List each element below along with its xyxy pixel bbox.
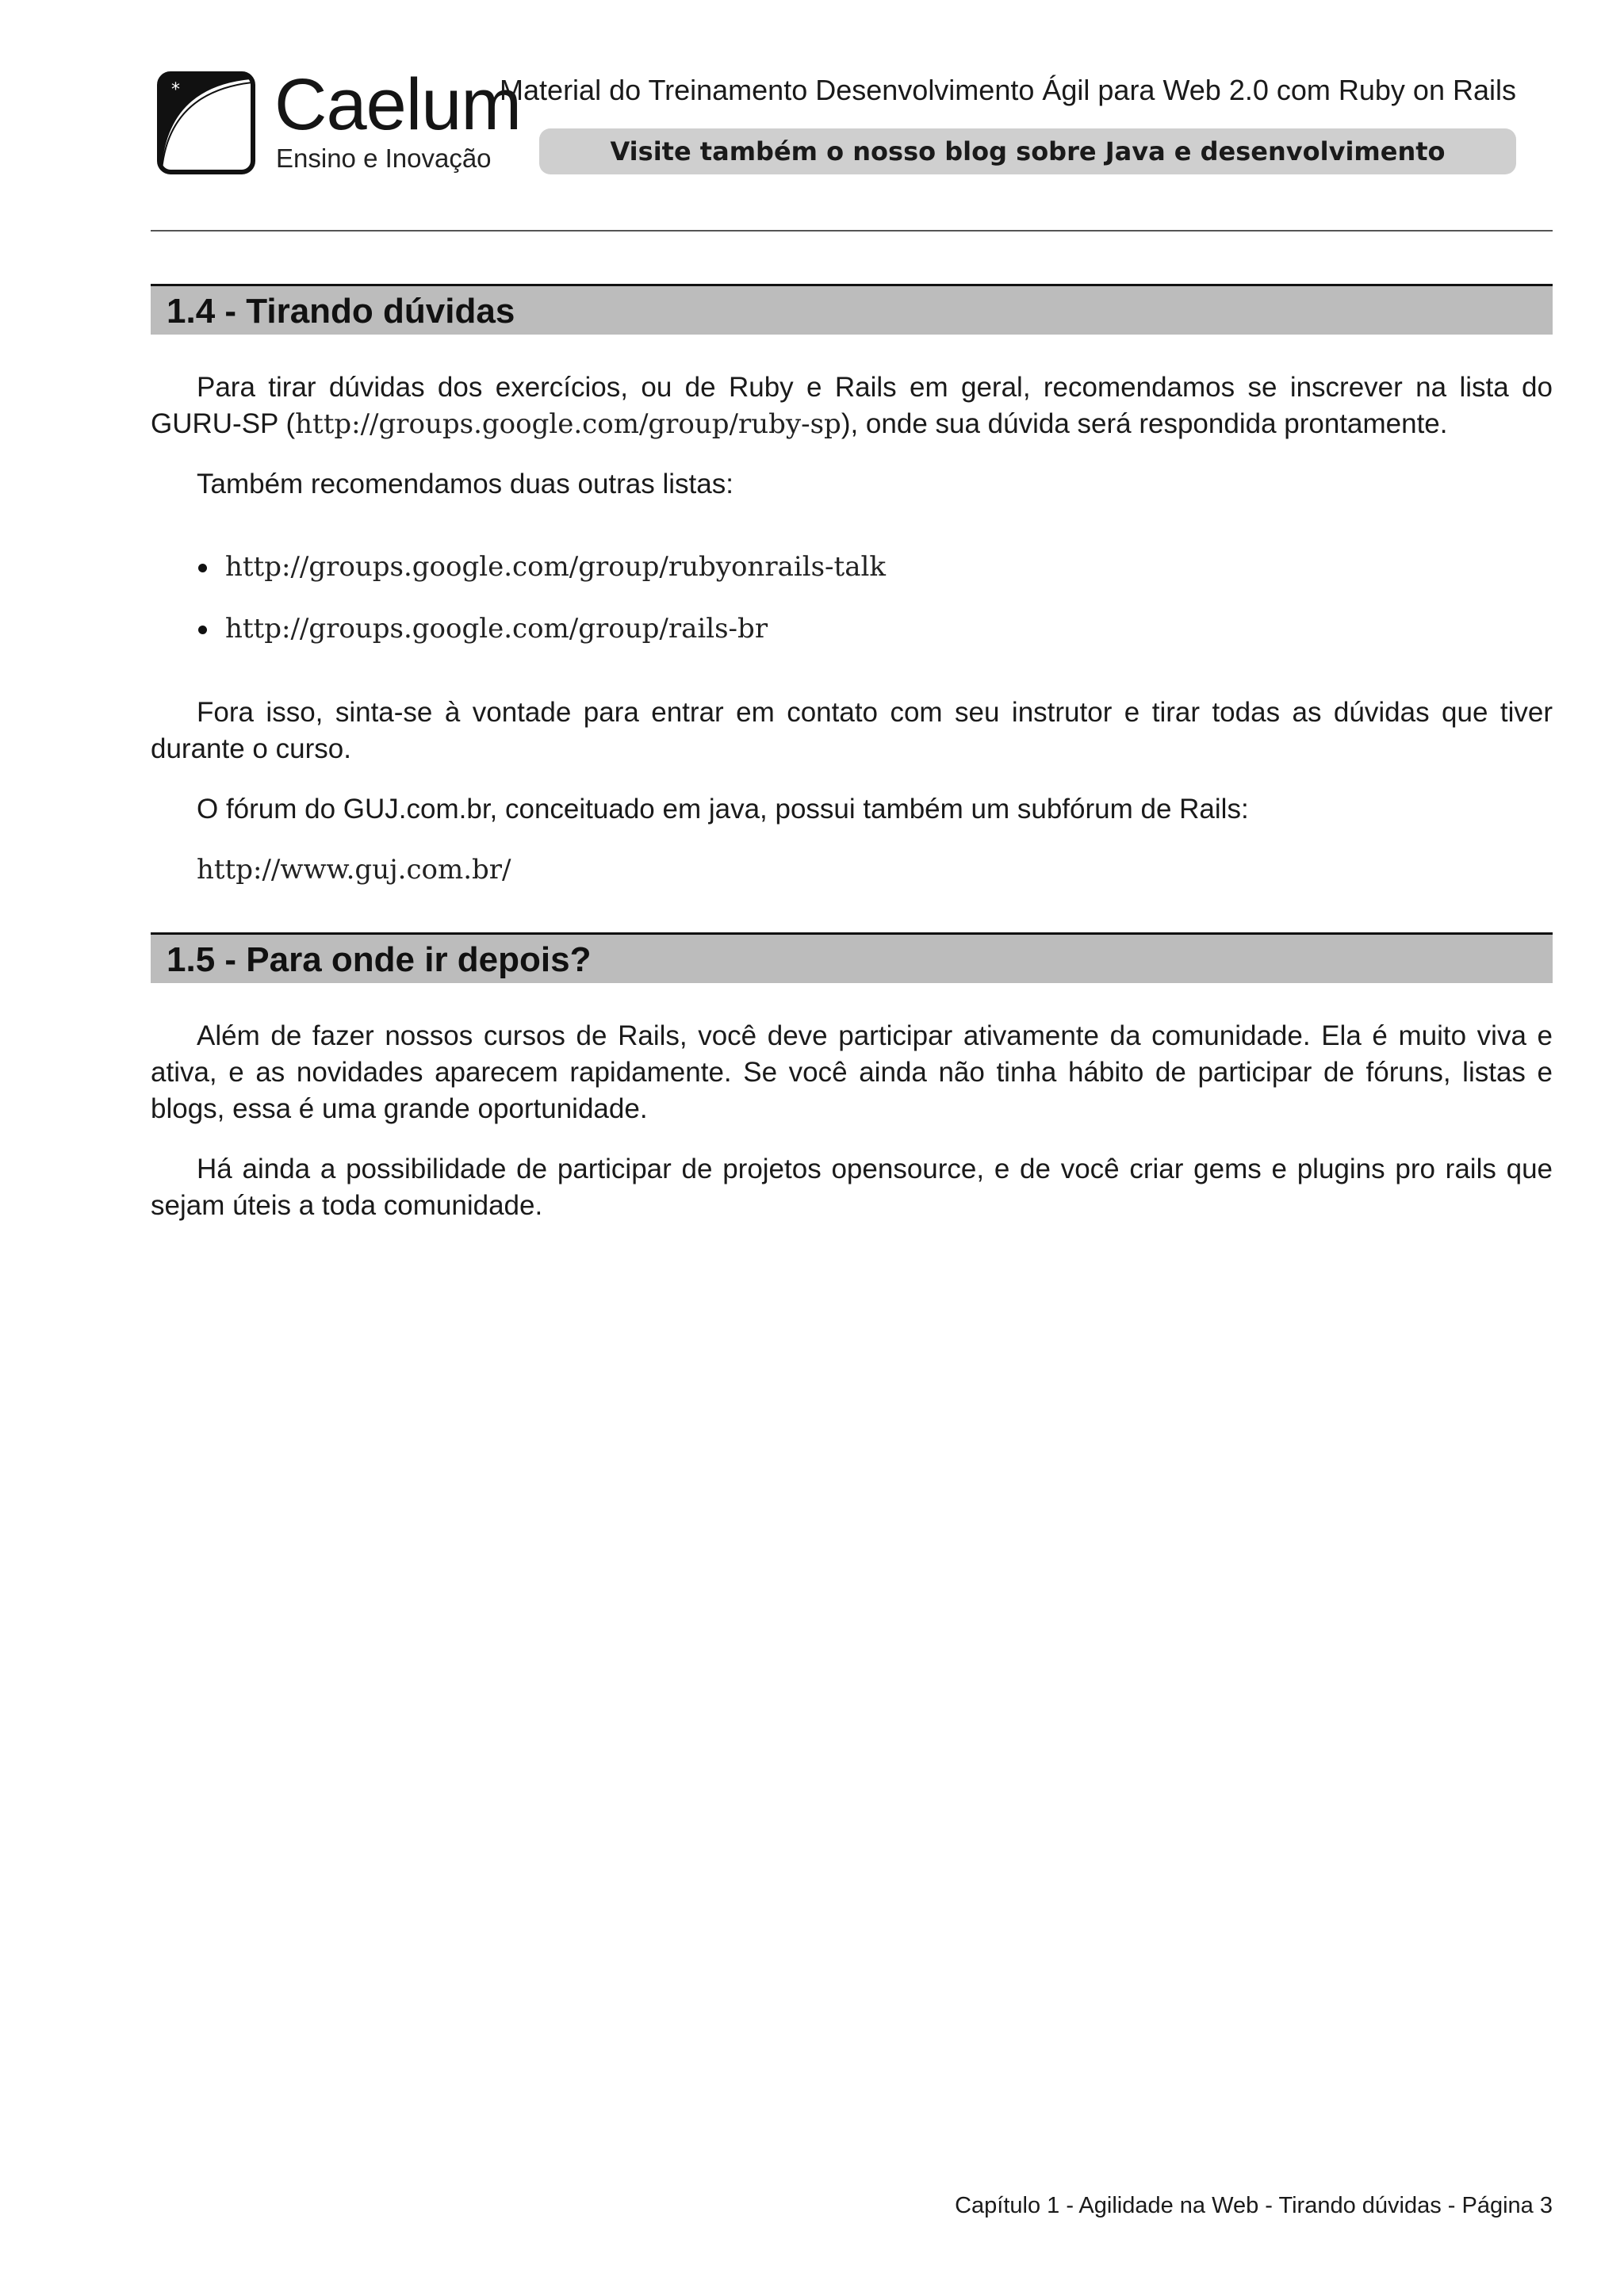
guru-sp-link[interactable]: http://groups.google.com/group/ruby-sp — [295, 408, 841, 440]
bullet-icon — [198, 626, 207, 634]
paragraph-guj-forum: O fórum do GUJ.com.br, conceituado em java, possui também um subfórum de Rails: — [197, 794, 1249, 825]
bullet-icon — [198, 564, 207, 572]
blog-banner[interactable]: Visite também o nosso blog sobre Java e desenvolvimento — [539, 128, 1516, 174]
paragraph-other-lists: Também recomendamos duas outras listas: — [197, 469, 733, 499]
header-divider — [151, 230, 1553, 232]
section-heading-1-4 — [151, 284, 1553, 335]
page-footer: Capítulo 1 - Agilidade na Web - Tirando dúvidas - Página 3 — [955, 2193, 1553, 2218]
svg-text:*: * — [171, 80, 180, 100]
logo-tagline: Ensino e Inovação — [276, 144, 492, 173]
guj-link[interactable]: http://www.guj.com.br/ — [197, 854, 511, 886]
caelum-logo — [155, 64, 522, 181]
list-item[interactable]: http://groups.google.com/group/rails-br — [197, 610, 1545, 672]
caelum-logo-icon — [157, 71, 255, 174]
page-header — [155, 64, 1516, 186]
mailing-list-links — [197, 549, 1545, 672]
section-title: 1.4 - Tirando dúvidas — [167, 292, 515, 331]
list-item[interactable]: http://groups.google.com/group/rubyonrails-talk — [197, 549, 1545, 610]
logo-wordmark: Caelum — [274, 64, 522, 145]
paragraph-community: Além de fazer nossos cursos de Rails, você deve participar ativamente da comunidade. Ela é muito viva e ativa, e as novidades aparecem rapidamente. Se você ainda não tinha hábito de participar de fóruns, listas e blogs, essa é uma grande oportunidade. — [151, 1020, 1553, 1124]
paragraph-instructor: Fora isso, sinta-se à vontade para entrar em contato com seu instrutor e tirar todas as dúvidas que tiver durante o curso. — [151, 697, 1553, 764]
header-title: Material do Treinamento Desenvolvimento Ágil para Web 2.0 com Ruby on Rails — [500, 74, 1516, 106]
paragraph-guru-sp: Para tirar dúvidas dos exercícios, ou de Ruby e Rails em geral, recomendamos se inscrever na lista do GURU-SP (http://groups.google.com/group/ruby-sp), onde sua dúvida será respondida prontamente. — [151, 372, 1553, 440]
section-heading-1-5 — [151, 932, 1553, 983]
paragraph-opensource: Há ainda a possibilidade de participar de projetos opensource, e de você criar gems e plugins pro rails que sejam úteis a toda comunidade. — [151, 1154, 1553, 1221]
section-title: 1.5 - Para onde ir depois? — [167, 940, 592, 979]
